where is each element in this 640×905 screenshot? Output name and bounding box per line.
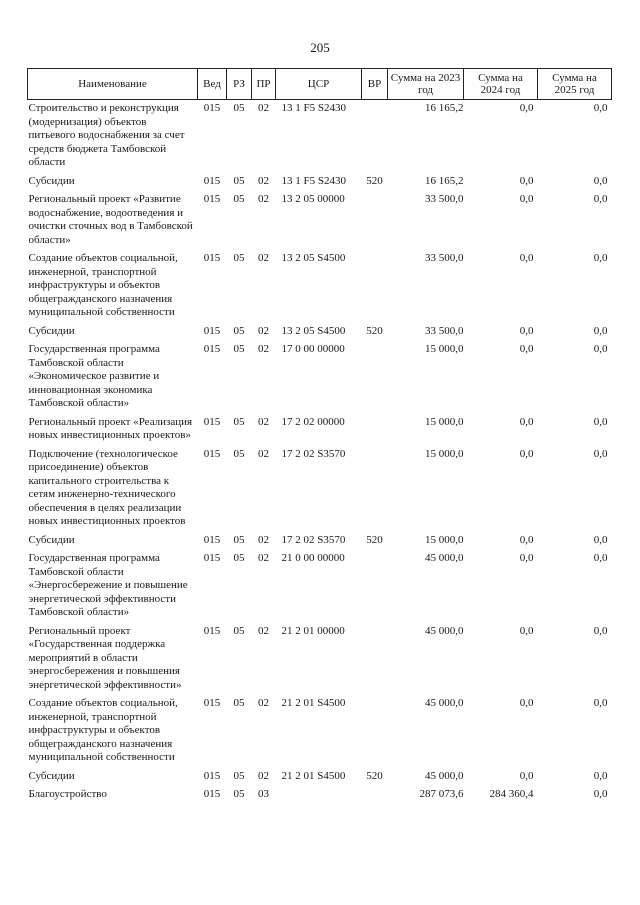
cell-sum-2025: 0,0 (593, 769, 608, 782)
cell-pr: 02 (258, 697, 269, 709)
cell-vr (362, 446, 388, 532)
table-body (28, 100, 612, 805)
header-vr: ВР (362, 69, 388, 100)
cell-csr: 13 2 05 S4500 (281, 324, 346, 337)
cell-sum-2025: 0,0 (593, 343, 608, 355)
cell-sum-2025: 0,0 (593, 324, 608, 337)
cell-name: Строительство и реконструкция (модернизация) объектов питьевого водоснабжения за счет средств бюджета Тамбовской области (28, 102, 185, 168)
cell-name: Субсидии (28, 324, 75, 337)
cell-name: Благоустройство (28, 788, 107, 800)
cell-name: Субсидии (28, 769, 75, 782)
cell-ved: 015 (203, 324, 221, 337)
cell-rz: 05 (233, 788, 245, 800)
header-csr: ЦСР (276, 69, 362, 100)
cell-csr: 21 2 01 S4500 (281, 769, 346, 782)
cell-sum-2023: 15 000,0 (425, 533, 464, 546)
cell-name: Государственная программа Тамбовской области «Энергосбережение и повышение энергетической эффективности Тамбовской области» (28, 552, 188, 618)
cell-sum-2025: 0,0 (593, 193, 608, 205)
cell-pr: 03 (258, 788, 269, 800)
cell-rz: 05 (233, 769, 245, 782)
cell-vr: 520 (366, 324, 383, 337)
cell-vr (362, 623, 388, 696)
cell-sum-2024: 0,0 (519, 324, 534, 337)
cell-pr: 02 (258, 533, 269, 546)
table-row (28, 341, 612, 414)
cell-ved: 015 (203, 174, 221, 187)
cell-name: Субсидии (28, 174, 75, 187)
cell-sum-2025: 0,0 (593, 252, 608, 264)
cell-ved: 015 (203, 552, 221, 564)
table-row (28, 191, 612, 250)
cell-ved: 015 (203, 788, 221, 800)
cell-vr (362, 414, 388, 446)
cell-name: Региональный проект «Реализация новых инвестиционных проектов» (28, 415, 193, 441)
cell-rz: 05 (233, 252, 245, 264)
cell-name: Создание объектов социальной, инженерной, транспортной инфраструктуры и объектов общегражданского назначения муниципальной собственности (28, 697, 178, 763)
header-sum-2025: Сумма на 2025 год (538, 69, 612, 100)
cell-ved: 015 (203, 193, 221, 205)
cell-csr: 13 1 F5 S2430 (281, 102, 346, 114)
cell-csr: 13 1 F5 S2430 (281, 174, 346, 187)
cell-pr: 02 (258, 252, 269, 264)
cell-ved: 015 (203, 624, 221, 637)
cell-ved: 015 (203, 252, 221, 264)
cell-sum-2025: 0,0 (593, 447, 608, 460)
cell-sum-2024: 0,0 (519, 769, 534, 782)
cell-sum-2025: 0,0 (593, 697, 608, 709)
cell-pr: 02 (258, 624, 269, 637)
cell-sum-2025: 0,0 (593, 788, 608, 800)
cell-csr: 17 0 00 00000 (281, 343, 345, 355)
cell-vr (362, 250, 388, 323)
cell-vr: 520 (366, 769, 383, 782)
cell-sum-2024: 0,0 (519, 174, 534, 187)
table-row (28, 768, 612, 787)
header-sum-2024: Сумма на 2024 год (464, 69, 538, 100)
cell-vr (362, 341, 388, 414)
cell-pr: 02 (258, 174, 269, 187)
cell-vr (362, 786, 388, 805)
table-row (28, 323, 612, 342)
header-rz: РЗ (227, 69, 252, 100)
cell-csr: 13 2 05 S4500 (281, 252, 346, 264)
header-sum-2023: Сумма на 2023 год (388, 69, 464, 100)
cell-name: Подключение (технологическое присоединение) объектов капитального строительства к сетям инженерно-технического обеспечения в целях реализации новых инвестиционных проектов (28, 447, 186, 527)
table-row (28, 786, 612, 805)
cell-ved: 015 (203, 697, 221, 709)
table-row (28, 623, 612, 696)
cell-name: Региональный проект «Развитие водоснабжение, водоотведения и очистки сточных вод в Тамбовской области» (28, 193, 193, 246)
cell-sum-2023: 16 165,2 (425, 102, 464, 114)
table-row (28, 414, 612, 446)
cell-sum-2024: 0,0 (519, 552, 534, 564)
cell-sum-2023: 15 000,0 (425, 343, 464, 355)
cell-sum-2025: 0,0 (593, 552, 608, 564)
cell-rz: 05 (233, 552, 245, 564)
cell-csr: 21 0 00 00000 (281, 552, 345, 564)
cell-sum-2024: 284 360,4 (489, 788, 534, 800)
cell-ved: 015 (203, 769, 221, 782)
cell-name: Региональный проект «Государственная поддержка мероприятий в области энергосбережения и повышения энергетической эффективности» (28, 624, 182, 691)
cell-sum-2023: 33 500,0 (425, 324, 464, 337)
cell-vr (362, 550, 388, 623)
cell-rz: 05 (233, 697, 245, 709)
cell-pr: 02 (258, 102, 269, 114)
cell-sum-2024: 0,0 (519, 252, 534, 264)
cell-rz: 05 (233, 102, 245, 114)
cell-rz: 05 (233, 624, 245, 637)
cell-ved: 015 (203, 343, 221, 355)
cell-sum-2025: 0,0 (593, 533, 608, 546)
cell-vr (362, 100, 388, 173)
table-row (28, 695, 612, 768)
cell-rz: 05 (233, 533, 245, 546)
cell-sum-2024: 0,0 (519, 697, 534, 709)
cell-rz: 05 (233, 324, 245, 337)
cell-csr: 21 2 01 00000 (281, 624, 345, 637)
table-row (28, 100, 612, 173)
cell-sum-2025: 0,0 (593, 624, 608, 637)
cell-sum-2025: 0,0 (593, 102, 608, 114)
cell-vr (362, 191, 388, 250)
budget-table (27, 68, 612, 805)
cell-sum-2023: 33 500,0 (425, 193, 464, 205)
cell-vr: 520 (366, 174, 383, 187)
cell-ved: 015 (203, 102, 221, 114)
table-row (28, 250, 612, 323)
cell-csr: 13 2 05 00000 (281, 193, 345, 205)
cell-pr: 02 (258, 415, 269, 428)
cell-name: Создание объектов социальной, инженерной, транспортной инфраструктуры и объектов общегражданского назначения муниципальной собственности (28, 252, 178, 318)
cell-sum-2023: 45 000,0 (425, 769, 464, 782)
cell-csr: 21 2 01 S4500 (281, 697, 346, 709)
cell-csr: 17 2 02 S3570 (281, 447, 346, 460)
cell-sum-2025: 0,0 (593, 415, 608, 428)
cell-vr: 520 (366, 533, 383, 546)
cell-sum-2024: 0,0 (519, 343, 534, 355)
cell-vr (362, 695, 388, 768)
cell-pr: 02 (258, 324, 269, 337)
cell-pr: 02 (258, 552, 269, 564)
cell-ved: 015 (203, 447, 221, 460)
cell-sum-2023: 15 000,0 (425, 447, 464, 460)
cell-sum-2023: 45 000,0 (425, 697, 464, 709)
page-number: 205 (310, 40, 330, 55)
cell-sum-2023: 33 500,0 (425, 252, 464, 264)
cell-pr: 02 (258, 447, 269, 460)
cell-sum-2025: 0,0 (593, 174, 608, 187)
cell-sum-2024: 0,0 (519, 102, 534, 114)
cell-pr: 02 (258, 343, 269, 355)
cell-csr (276, 786, 362, 805)
header-name: Наименование (28, 69, 198, 100)
cell-sum-2024: 0,0 (519, 533, 534, 546)
cell-sum-2023: 45 000,0 (425, 552, 464, 564)
cell-sum-2023: 287 073,6 (419, 788, 464, 800)
cell-name: Субсидии (28, 533, 75, 546)
cell-sum-2024: 0,0 (519, 193, 534, 205)
table-row (28, 446, 612, 532)
cell-sum-2024: 0,0 (519, 624, 534, 637)
cell-sum-2023: 15 000,0 (425, 415, 464, 428)
cell-rz: 05 (233, 343, 245, 355)
cell-rz: 05 (233, 447, 245, 460)
cell-rz: 05 (233, 174, 245, 187)
cell-rz: 05 (233, 415, 245, 428)
cell-sum-2024: 0,0 (519, 415, 534, 428)
cell-ved: 015 (203, 533, 221, 546)
cell-csr: 17 2 02 00000 (281, 415, 345, 428)
cell-csr: 17 2 02 S3570 (281, 533, 346, 546)
cell-sum-2024: 0,0 (519, 447, 534, 460)
cell-sum-2023: 16 165,2 (425, 174, 464, 187)
cell-rz: 05 (233, 193, 245, 205)
header-pr: ПР (252, 69, 276, 100)
table-row (28, 550, 612, 623)
cell-pr: 02 (258, 193, 269, 205)
table-row (28, 532, 612, 551)
cell-pr: 02 (258, 769, 269, 782)
cell-name: Государственная программа Тамбовской области «Экономическое развитие и инновационная экономика Тамбовской области» (28, 343, 160, 409)
cell-ved: 015 (203, 415, 221, 428)
cell-sum-2023: 45 000,0 (425, 624, 464, 637)
table-row (28, 173, 612, 192)
header-ved: Вед (198, 69, 227, 100)
table-header (28, 69, 612, 100)
